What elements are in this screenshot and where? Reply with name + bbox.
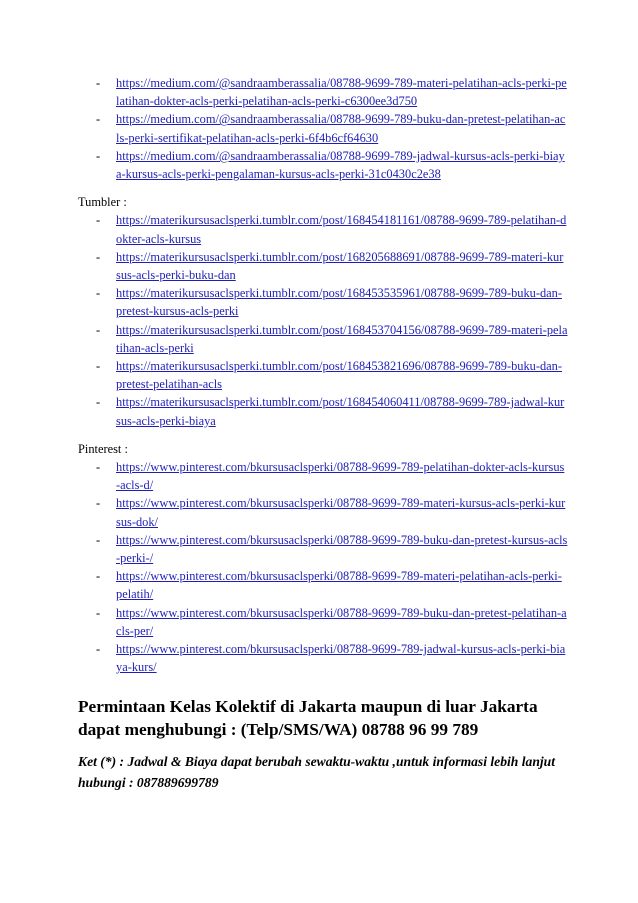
pinterest-link[interactable]: https://www.pinterest.com/bkursusaclsperki/08788-9699-789-materi-kursus-acls-perki-kursus-dok/ bbox=[116, 496, 566, 529]
list-item bbox=[78, 248, 568, 284]
list-item bbox=[78, 640, 568, 676]
list-item bbox=[78, 211, 568, 247]
list-marker: - bbox=[96, 460, 101, 475]
list-marker: - bbox=[96, 605, 101, 620]
list-marker: - bbox=[96, 532, 101, 547]
pinterest-link[interactable]: https://www.pinterest.com/bkursusaclsperki/08788-9699-789-pelatihan-dokter-acls-kursus-acls-d/ bbox=[116, 460, 565, 493]
list-item bbox=[78, 74, 568, 110]
list-item bbox=[78, 604, 568, 640]
list-item bbox=[78, 531, 568, 567]
list-marker: - bbox=[96, 496, 101, 511]
list-marker: - bbox=[96, 395, 101, 410]
tumbler-link[interactable]: https://materikursusaclsperki.tumblr.com/post/168205688691/08788-9699-789-materi-kursus-acls-perki-buku-dan bbox=[116, 249, 564, 283]
list-marker: - bbox=[96, 148, 101, 163]
tumbler-link[interactable]: https://materikursusaclsperki.tumblr.com/post/168453704156/08788-9699-789-materi-pelatihan-acls-perki bbox=[116, 322, 568, 355]
list-marker: - bbox=[96, 249, 101, 264]
medium-link-list bbox=[78, 74, 568, 183]
pinterest-label: Pinterest : bbox=[78, 441, 128, 456]
list-item bbox=[78, 458, 568, 494]
list-marker: - bbox=[96, 359, 101, 374]
pinterest-link[interactable]: https://www.pinterest.com/bkursusaclsperki/08788-9699-789-materi-pelatihan-acls-perki-pelatih/ bbox=[116, 569, 562, 602]
tumbler-link[interactable]: https://materikursusaclsperki.tumblr.com/post/168454060411/08788-9699-789-jadwal-kursus-acls-perki-biaya bbox=[116, 395, 565, 428]
pinterest-link[interactable]: https://www.pinterest.com/bkursusaclsperki/08788-9699-789-buku-dan-pretest-kursus-acls-perki-/ bbox=[116, 532, 568, 566]
medium-link[interactable]: https://medium.com/@sandraamberassalia/08788-9699-789-jadwal-kursus-acls-perki-biaya-kursus-acls-perki-pengalaman-kursus-acls-perki-31c0430c2e38 bbox=[116, 148, 565, 182]
pinterest-link[interactable]: https://www.pinterest.com/bkursusaclsperki/08788-9699-789-buku-dan-pretest-pelatihan-acls-per/ bbox=[116, 605, 567, 638]
list-marker: - bbox=[96, 642, 101, 657]
list-item bbox=[78, 357, 568, 393]
tumbler-label: Tumbler : bbox=[78, 195, 127, 210]
contact-heading: Permintaan Kelas Kolektif di Jakarta maupun di luar Jakarta dapat menghubungi : (Telp/SMS/WA) 08788 96 99 789 bbox=[78, 696, 538, 739]
list-item bbox=[78, 567, 568, 603]
list-marker: - bbox=[96, 213, 101, 228]
tumbler-link[interactable]: https://materikursusaclsperki.tumblr.com/post/168453535961/08788-9699-789-buku-dan-pretest-kursus-acls-perki bbox=[116, 286, 563, 319]
document-page bbox=[78, 74, 568, 793]
list-marker: - bbox=[96, 76, 101, 90]
medium-link[interactable]: https://medium.com/@sandraamberassalia/08788-9699-789-buku-dan-pretest-pelatihan-acls-perki-sertifikat-pelatihan-acls-perki-6f4b6cf64630 bbox=[116, 112, 566, 145]
tumbler-link-list bbox=[78, 211, 568, 429]
list-marker: - bbox=[96, 286, 101, 301]
list-item bbox=[78, 321, 568, 357]
list-marker: - bbox=[96, 569, 101, 584]
pinterest-link-list bbox=[78, 458, 568, 676]
list-item bbox=[78, 110, 568, 146]
medium-link[interactable]: https://medium.com/@sandraamberassalia/08788-9699-789-materi-pelatihan-acls-perki-pelatihan-dokter-acls-perki-pelatihan-acls-perki-c6300ee3d750 bbox=[116, 76, 567, 109]
list-item bbox=[78, 494, 568, 530]
list-marker: - bbox=[96, 322, 101, 337]
tumbler-link[interactable]: https://materikursusaclsperki.tumblr.com/post/168454181161/08788-9699-789-pelatihan-dokter-acls-kursus bbox=[116, 213, 567, 246]
pinterest-link[interactable]: https://www.pinterest.com/bkursusaclsperki/08788-9699-789-jadwal-kursus-acls-perki-biaya-kurs/ bbox=[116, 642, 566, 675]
tumbler-link[interactable]: https://materikursusaclsperki.tumblr.com/post/168453821696/08788-9699-789-buku-dan-pretest-pelatihan-acls bbox=[116, 359, 563, 392]
list-item bbox=[78, 393, 568, 429]
list-item bbox=[78, 147, 568, 183]
schedule-note: Ket (*) : Jadwal & Biaya dapat berubah sewaktu-waktu ,untuk informasi lebih lanjut hubungi : 087889699789 bbox=[78, 753, 555, 790]
list-item bbox=[78, 284, 568, 320]
list-marker: - bbox=[96, 112, 101, 127]
